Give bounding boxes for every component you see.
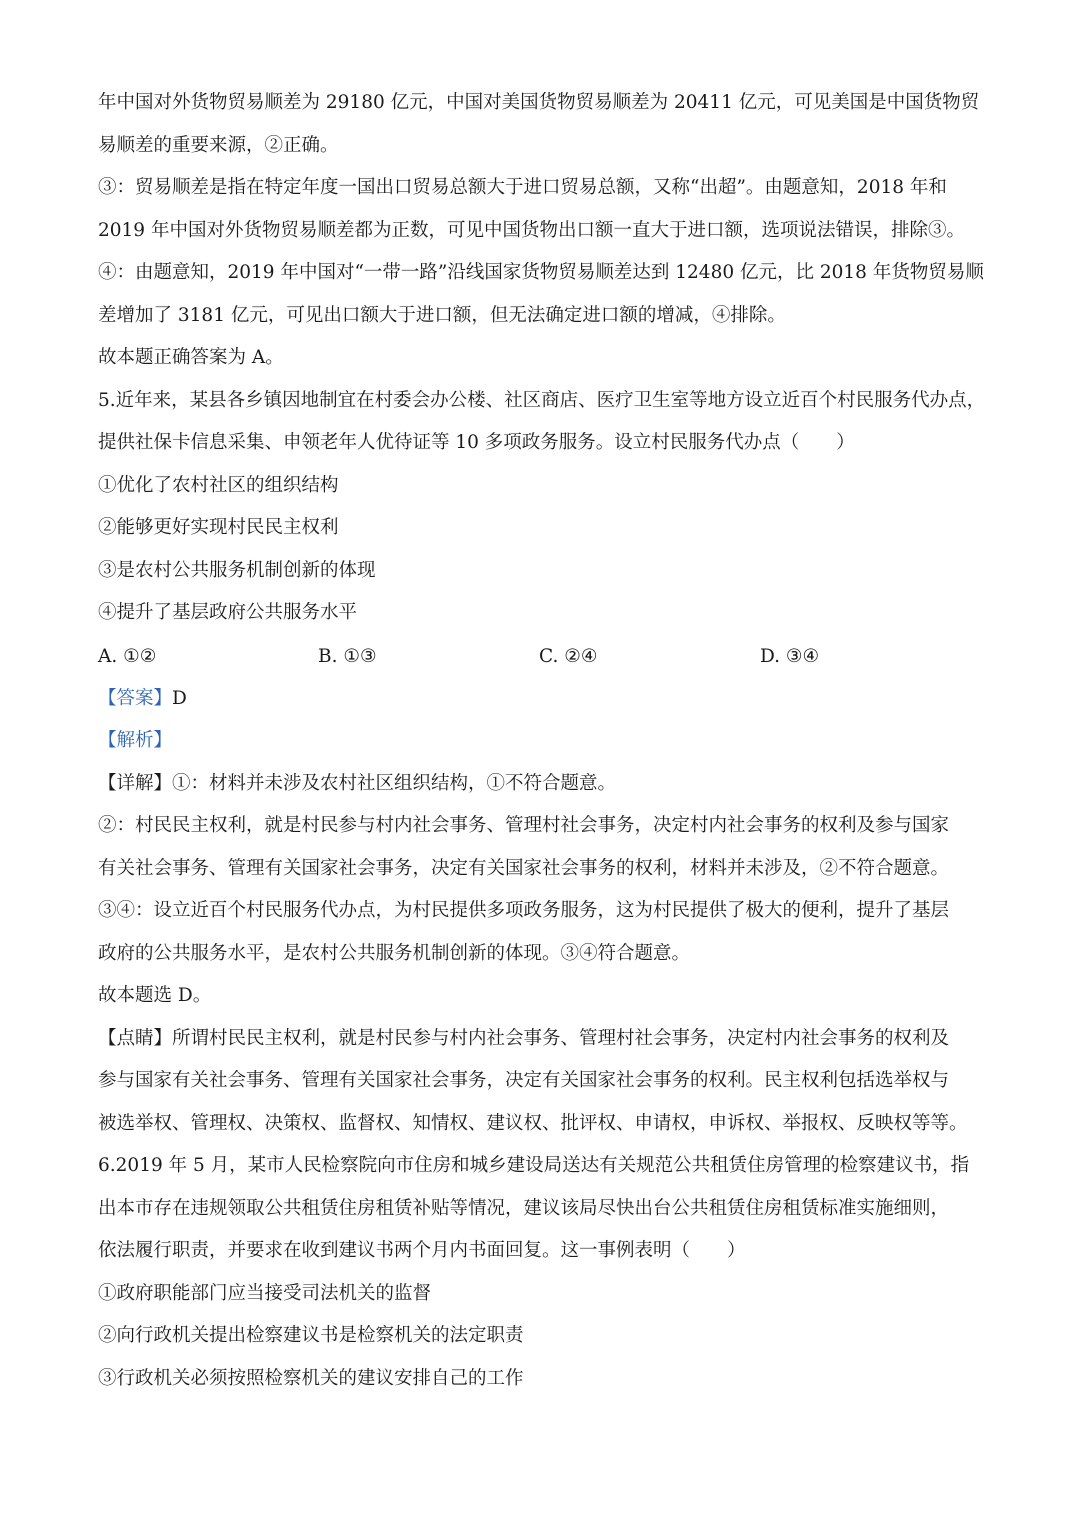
question-5-options bbox=[98, 644, 998, 670]
paragraph-line: 故本题正确答案为 A。 bbox=[98, 347, 284, 368]
paragraph-line: 故本题选 D。 bbox=[98, 985, 212, 1006]
paragraph-line: 差增加了 3181 亿元，可见出口额大于进口额，但无法确定进口额的增减，④排除。 bbox=[98, 305, 786, 326]
option-c: C. ②④ bbox=[539, 646, 598, 667]
paragraph-line: ③：贸易顺差是指在特定年度一国出口贸易总额大于进口贸易总额，又称“出超”。由题意知，2018 年和 bbox=[98, 177, 947, 198]
question-6-statement: ③行政机关必须按照检察机关的建议安排自己的工作 bbox=[98, 1368, 524, 1389]
analysis-line bbox=[98, 728, 172, 754]
analysis-tag: 【解析】 bbox=[98, 730, 173, 751]
paragraph-line: 有关社会事务、管理有关国家社会事务，决定有关国家社会事务的权利，材料并未涉及，②不符合题意。 bbox=[98, 858, 950, 879]
paragraph-line: ③④：设立近百个村民服务代办点，为村民提供多项政务服务，这为村民提供了极大的便利，提升了基层 bbox=[98, 900, 950, 921]
question-6-statement: ②向行政机关提出检察建议书是检察机关的法定职责 bbox=[98, 1325, 524, 1346]
paragraph-line: 易顺差的重要来源，②正确。 bbox=[98, 135, 339, 156]
paragraph-line: 年中国对外货物贸易顺差为 29180 亿元，中国对美国货物贸易顺差为 20411 亿元，可见美国是中国货物贸 bbox=[98, 92, 980, 113]
paragraph-line: ②：村民民主权利，就是村民参与村内社会事务、管理村社会事务，决定村内社会事务的权利及参与国家 bbox=[98, 815, 950, 836]
question-6-statement: ①政府职能部门应当接受司法机关的监督 bbox=[98, 1283, 432, 1304]
option-d: D. ③④ bbox=[760, 646, 820, 667]
paragraph-line: 被选举权、管理权、决策权、监督权、知情权、建议权、批评权、申请权，申诉权、举报权、反映权等等。 bbox=[98, 1113, 968, 1134]
paragraph-line: 2019 年中国对外货物贸易顺差都为正数，可见中国货物出口额一直大于进口额，选项说法错误，排除③。 bbox=[98, 220, 965, 241]
answer-value: D bbox=[172, 688, 187, 709]
tip-tag: 【点睛】 bbox=[98, 1028, 173, 1049]
answer-tag: 【答案】 bbox=[98, 688, 173, 709]
question-5-stem: 提供社保卡信息采集、申领老年人优待证等 10 多项政务服务。设立村民服务代办点（ ） bbox=[98, 432, 855, 453]
question-6-stem: 依法履行职责，并要求在收到建议书两个月内书面回复。这一事例表明（ ） bbox=[98, 1240, 746, 1261]
paragraph-line: 政府的公共服务水平，是农村公共服务机制创新的体现。③④符合题意。 bbox=[98, 943, 691, 964]
question-6-stem: 出本市存在违规领取公共租赁住房租赁补贴等情况，建议该局尽快出台公共租赁住房租赁标准实施细则， bbox=[98, 1198, 950, 1219]
detail-text: ①：材料并未涉及农村社区组织结构，①不符合题意。 bbox=[172, 773, 617, 794]
question-5-statement: ③是农村公共服务机制创新的体现 bbox=[98, 560, 376, 581]
tip-line bbox=[98, 1026, 949, 1052]
paragraph-line: ④：由题意知，2019 年中国对“一带一路”沿线国家货物贸易顺差达到 12480 亿元，比 2018 年货物贸易顺 bbox=[98, 262, 984, 283]
question-6-stem: 6.2019 年 5 月，某市人民检察院向市住房和城乡建设局送达有关规范公共租赁住房管理的检察建议书，指 bbox=[98, 1155, 970, 1176]
question-5-statement: ②能够更好实现村民民主权利 bbox=[98, 517, 339, 538]
answer-line bbox=[98, 686, 187, 712]
question-5-statement: ④提升了基层政府公共服务水平 bbox=[98, 602, 358, 623]
option-b: B. ①③ bbox=[318, 646, 377, 667]
detail-tag: 【详解】 bbox=[98, 773, 173, 794]
detail-line bbox=[98, 771, 616, 797]
question-5-statement: ①优化了农村社区的组织结构 bbox=[98, 475, 339, 496]
tip-text: 所谓村民民主权利，就是村民参与村内社会事务、管理村社会事务，决定村内社会事务的权利及 bbox=[172, 1028, 950, 1049]
option-a: A. ①② bbox=[98, 646, 157, 667]
question-5-stem: 5.近年来，某县各乡镇因地制宜在村委会办公楼、社区商店、医疗卫生室等地方设立近百个村民服务代办点， bbox=[98, 390, 986, 411]
paragraph-line: 参与国家有关社会事务、管理有关国家社会事务，决定有关国家社会事务的权利。民主权利包括选举权与 bbox=[98, 1070, 950, 1091]
